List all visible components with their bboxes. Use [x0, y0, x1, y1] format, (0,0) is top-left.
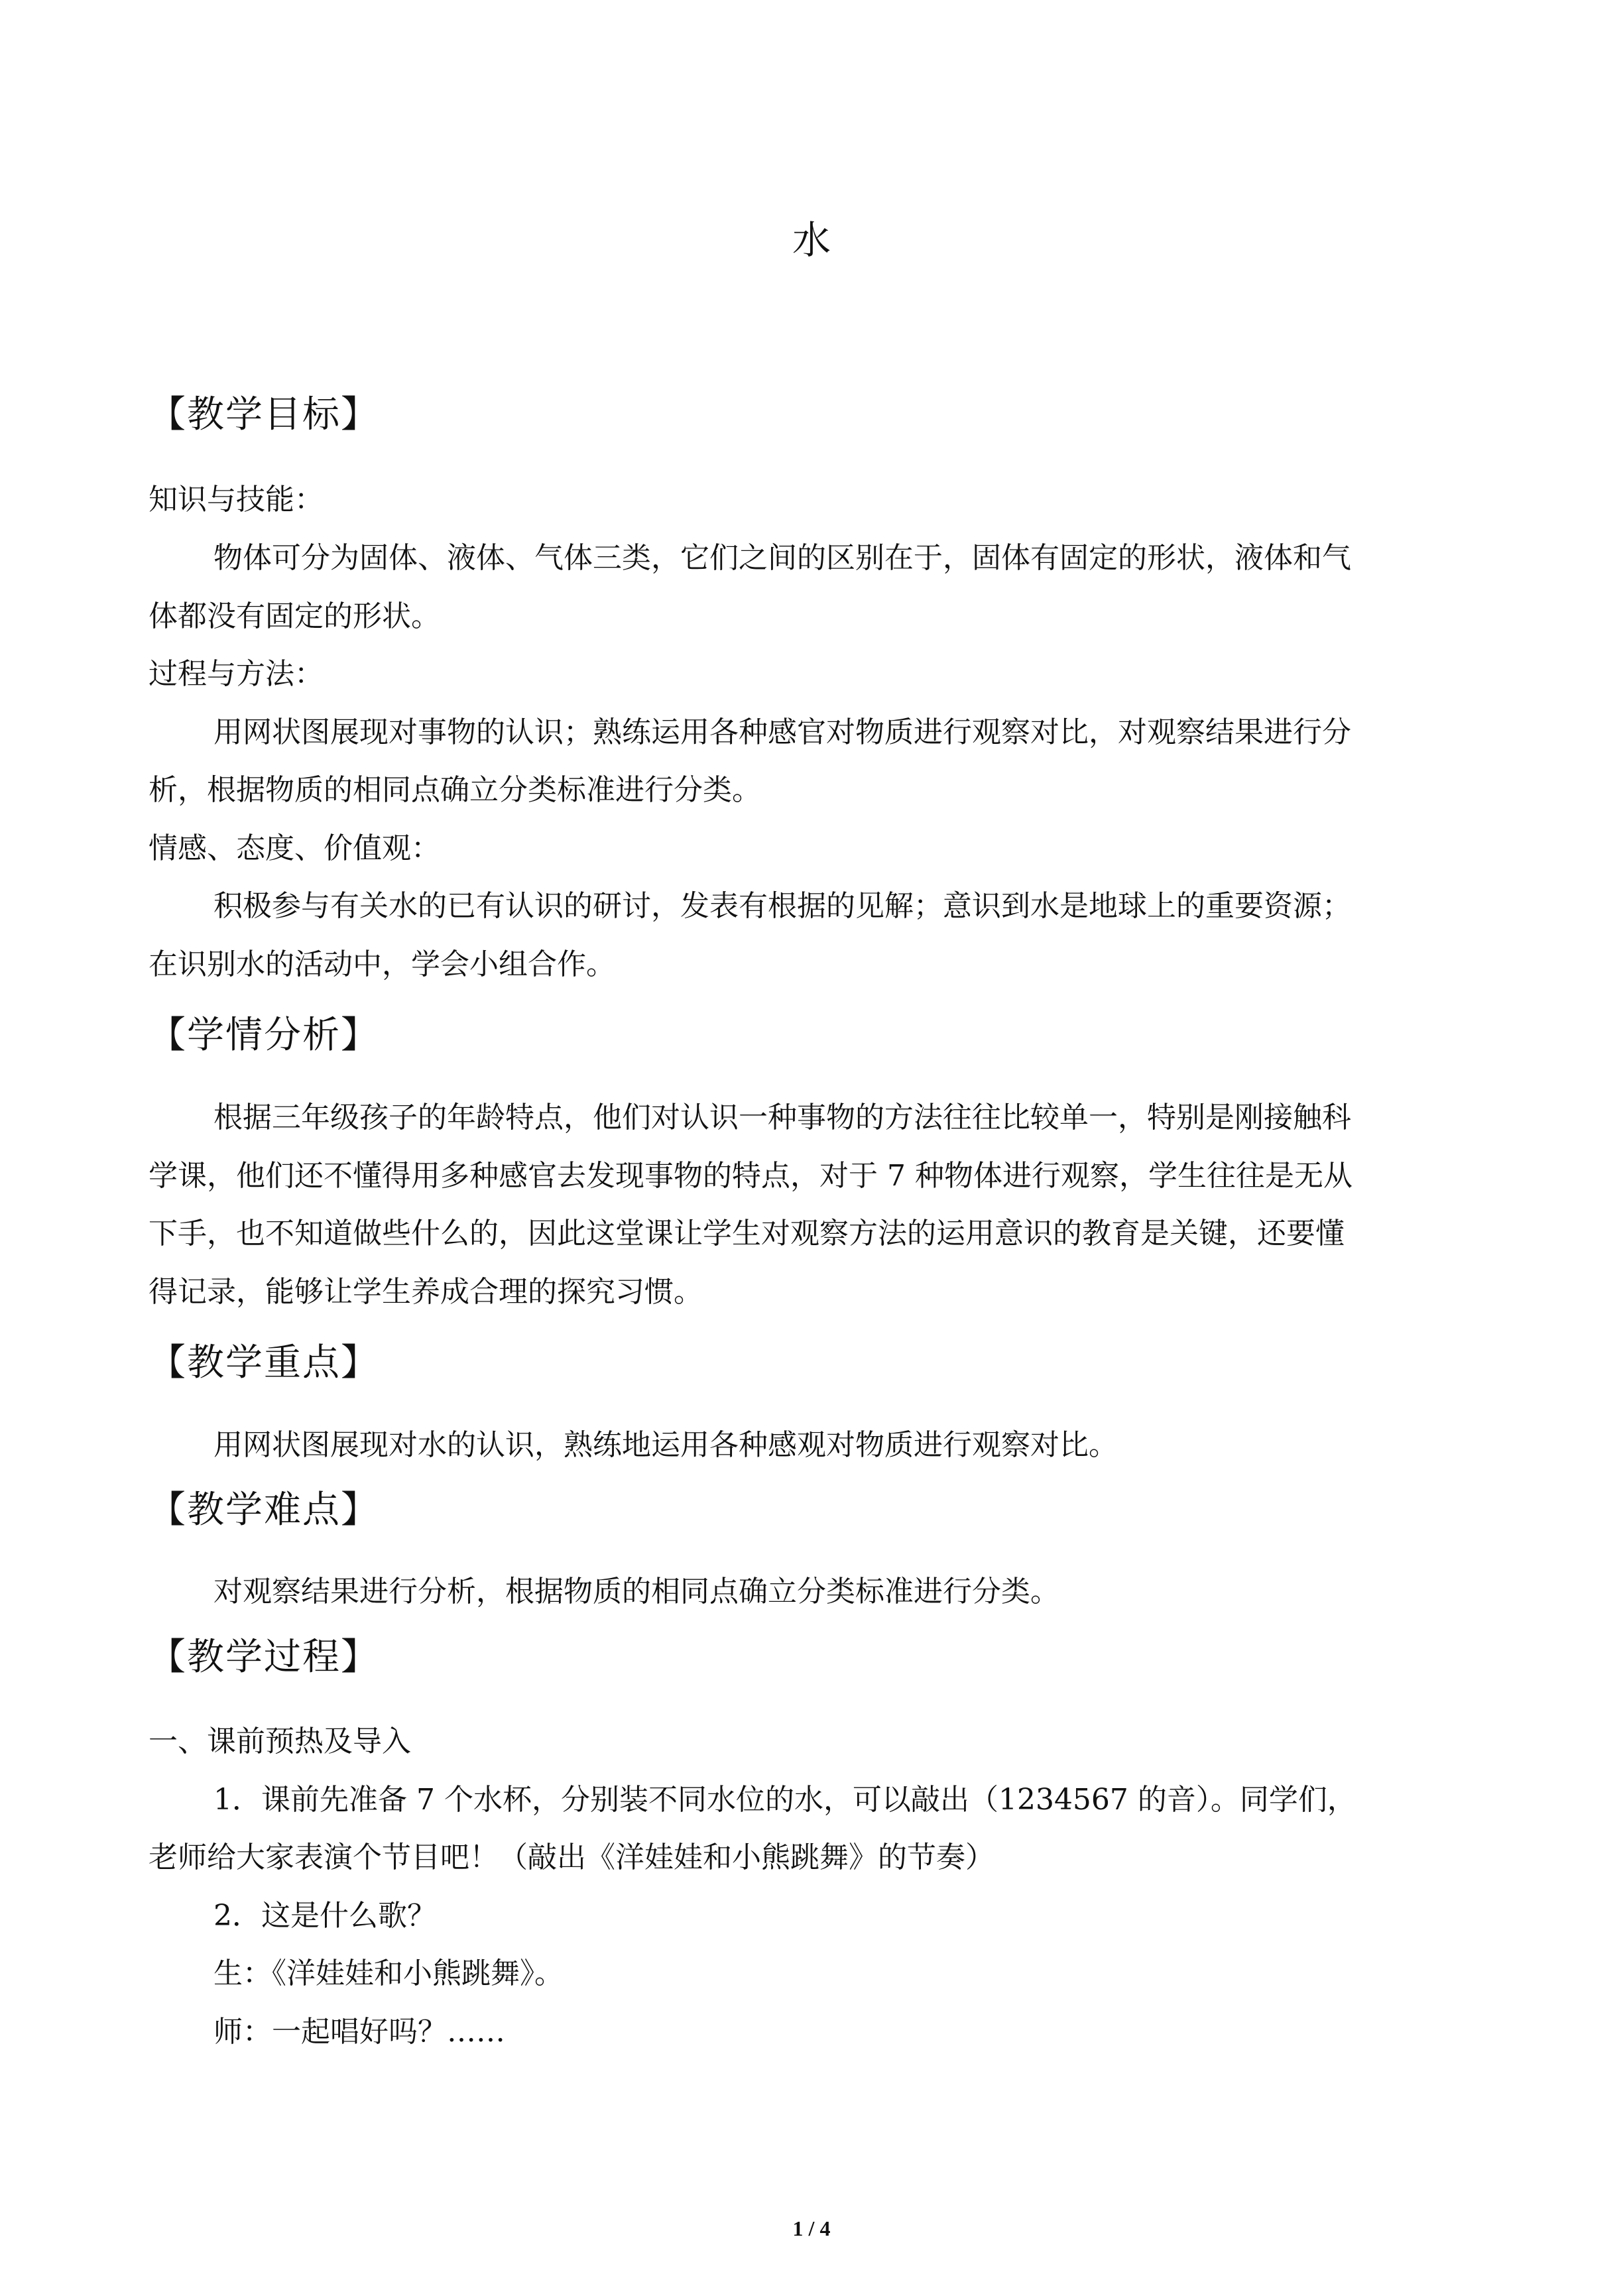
- process-text-line: 析，根据物质的相同点确立分类标准进行分类。: [149, 773, 761, 807]
- analysis-heading: 【学情分析】: [149, 1014, 379, 1057]
- emotion-text-line: 在识别水的活动中，学会小组合作。: [149, 947, 615, 981]
- knowledge-text-line: 物体可分为固体、液体、气体三类，它们之间的区别在于，固体有固定的形状，液体和气: [213, 541, 1351, 575]
- emotion-text-line: 积极参与有关水的已有认识的研讨，发表有根据的见解；意识到水是地球上的重要资源；: [213, 889, 1351, 923]
- emotion-label: 情感、态度、价值观：: [149, 831, 440, 865]
- difficulties-heading: 【教学难点】: [149, 1488, 379, 1532]
- difficulties-text-line: 对观察结果进行分析，根据物质的相同点确立分类标准进行分类。: [213, 1575, 1059, 1608]
- page-number: 1 / 4: [792, 2216, 831, 2240]
- analysis-text-line: 得记录，能够让学生养成合理的探究习惯。: [149, 1275, 703, 1309]
- process-item-line: 2．这是什么歌？: [213, 1899, 436, 1933]
- analysis-text-line: 下手，也不知道做些什么的，因此这堂课让学生对观察方法的运用意识的教育是关键，还要懂: [149, 1217, 1345, 1250]
- analysis-text-line: 学课，他们还不懂得用多种感官去发现事物的特点，对于 7 种物体进行观察，学生往往是无从: [149, 1159, 1352, 1193]
- page-title: 水: [792, 217, 831, 263]
- process-item-line: 1．课前先准备 7 个水杯，分别装不同水位的水，可以敲出（1234567 的音）。同学们，: [213, 1783, 1356, 1817]
- process-label: 过程与方法：: [149, 657, 324, 691]
- teacher-reply-line: 师：一起唱好吗？……: [213, 2015, 505, 2049]
- process-text-line: 用网状图展现对事物的认识；熟练运用各种感官对物质进行观察对比，对观察结果进行分: [213, 715, 1351, 749]
- knowledge-text-line: 体都没有固定的形状。: [149, 599, 440, 633]
- process-part-label: 一、课前预热及导入: [149, 1724, 411, 1758]
- process-item-line: 老师给大家表演个节目吧！（敲出《洋娃娃和小熊跳舞》的节奏）: [149, 1841, 994, 1874]
- analysis-text-line: 根据三年级孩子的年龄特点，他们对认识一种事物的方法往往比较单一，特别是刚接触科: [213, 1101, 1351, 1134]
- objectives-heading: 【教学目标】: [149, 393, 379, 436]
- process-heading: 【教学过程】: [149, 1636, 379, 1679]
- key-points-text-line: 用网状图展现对水的认识，熟练地运用各种感观对物质进行观察对比。: [213, 1428, 1118, 1462]
- student-reply-line: 生：《洋娃娃和小熊跳舞》。: [213, 1957, 564, 1990]
- knowledge-label: 知识与技能：: [149, 483, 324, 516]
- key-points-heading: 【教学重点】: [149, 1341, 379, 1384]
